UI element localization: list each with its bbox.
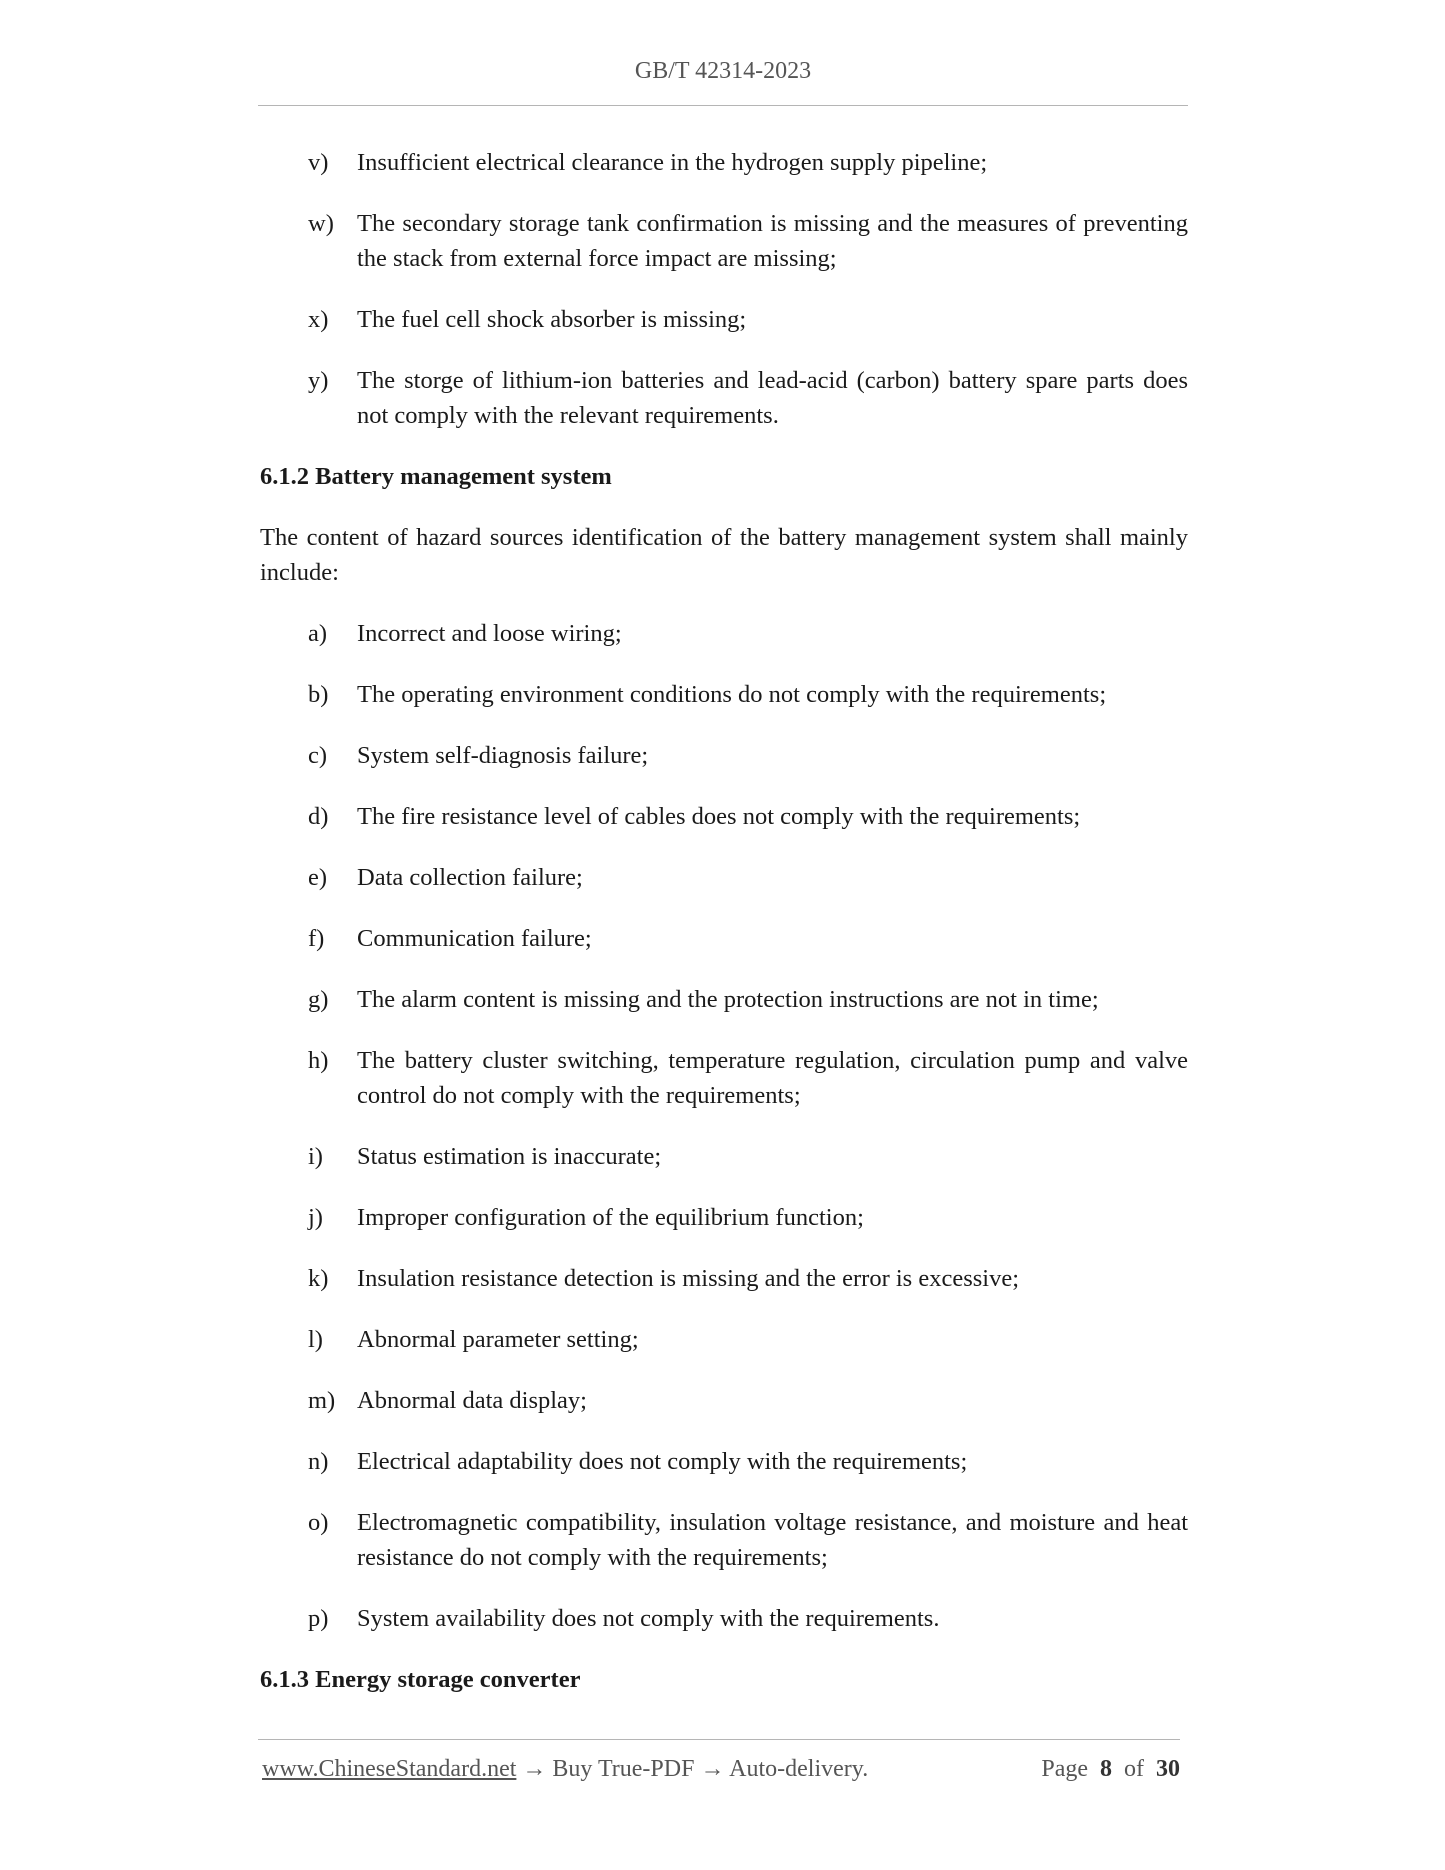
- list-item-label: l): [308, 1326, 323, 1353]
- list-item-label: o): [308, 1509, 329, 1536]
- list-item-label: k): [308, 1265, 329, 1292]
- section-intro: The content of hazard sources identification of the battery management system shall mainly include:: [260, 524, 1188, 586]
- list-item: [308, 860, 1188, 895]
- list-item: [308, 921, 1188, 956]
- list-item-text: Status estimation is inaccurate;: [357, 1143, 662, 1170]
- list-top: [260, 145, 1188, 433]
- list-item: [308, 363, 1188, 433]
- list-item-label: w): [308, 210, 334, 237]
- list-item-text: Communication failure;: [357, 925, 592, 952]
- list-item-label: i): [308, 1143, 323, 1170]
- footer-promo: [262, 1756, 868, 1783]
- list-item-text: Electrical adaptability does not comply with the requirements;: [357, 1448, 968, 1475]
- page-word: Page: [1041, 1756, 1088, 1782]
- list-item-text: Data collection failure;: [357, 864, 583, 891]
- list-item-text: Incorrect and loose wiring;: [357, 620, 622, 647]
- list-item-label: b): [308, 681, 329, 708]
- list-item-label: m): [308, 1387, 336, 1414]
- section-heading-6-1-2: 6.1.2 Battery management system: [260, 463, 612, 490]
- list-item-label: v): [308, 149, 329, 176]
- list-item-label: y): [308, 367, 329, 394]
- page-footer: [262, 1756, 1180, 1783]
- list-item-text: System availability does not comply with the requirements.: [357, 1605, 940, 1632]
- list-item: [308, 1261, 1188, 1296]
- page-total: 30: [1156, 1756, 1180, 1782]
- list-item-label: e): [308, 864, 328, 891]
- website-link[interactable]: www.ChineseStandard.net: [262, 1756, 517, 1782]
- page-content: [260, 145, 1188, 1723]
- list-item: [308, 1043, 1188, 1113]
- list-item-label: p): [308, 1605, 329, 1632]
- list-item-label: j): [308, 1204, 323, 1231]
- list-item: [308, 1601, 1188, 1636]
- list-item: [308, 1505, 1188, 1575]
- header-divider: [258, 105, 1188, 106]
- list-item-text: System self-diagnosis failure;: [357, 742, 649, 769]
- list-item: [308, 1383, 1188, 1418]
- list-item-text: Insufficient electrical clearance in the hydrogen supply pipeline;: [357, 149, 988, 176]
- list-item: [308, 799, 1188, 834]
- of-word: of: [1124, 1756, 1144, 1782]
- list-item-text: Improper configuration of the equilibrium function;: [357, 1204, 864, 1231]
- page-number: 8: [1100, 1756, 1112, 1782]
- list-item-label: d): [308, 803, 329, 830]
- list-item-label: c): [308, 742, 328, 769]
- list-item: [308, 1139, 1188, 1174]
- list-item-label: a): [308, 620, 328, 647]
- list-item-text: The fire resistance level of cables does not comply with the requirements;: [357, 803, 1081, 830]
- list-item-label: x): [308, 306, 329, 333]
- list-item-text: Abnormal data display;: [357, 1387, 587, 1414]
- hazard-list: [260, 616, 1188, 1636]
- list-item-text: The secondary storage tank confirmation is missing and the measures of preventing the stack from external force impact are missing;: [357, 210, 1188, 272]
- list-item-text: The battery cluster switching, temperature regulation, circulation pump and valve control do not comply with the requirements;: [357, 1047, 1188, 1109]
- list-item-text: The operating environment conditions do not comply with the requirements;: [357, 681, 1107, 708]
- list-item: [308, 738, 1188, 773]
- delivery-text: Auto-delivery.: [729, 1756, 869, 1782]
- arrow-right-icon: →: [522, 1756, 547, 1782]
- page-indicator: [1041, 1756, 1180, 1783]
- arrow-right-icon: →: [700, 1756, 725, 1782]
- list-item-label: f): [308, 925, 325, 952]
- list-item-label: h): [308, 1047, 329, 1074]
- list-item-text: The alarm content is missing and the protection instructions are not in time;: [357, 986, 1099, 1013]
- standard-number: GB/T 42314-2023: [634, 58, 812, 84]
- document-header: [258, 58, 1188, 85]
- buy-text: Buy True-PDF: [552, 1756, 695, 1782]
- list-item: [308, 302, 1188, 337]
- list-item-label: n): [308, 1448, 329, 1475]
- list-item-text: The storge of lithium-ion batteries and lead-acid (carbon) battery spare parts does not comply with the relevant requirements.: [357, 367, 1188, 429]
- list-item: [308, 677, 1188, 712]
- list-item: [308, 616, 1188, 651]
- list-item: [308, 1444, 1188, 1479]
- footer-divider: [258, 1739, 1180, 1740]
- list-item: [308, 1200, 1188, 1235]
- list-item-text: Abnormal parameter setting;: [357, 1326, 639, 1353]
- list-item: [308, 1322, 1188, 1357]
- list-item-text: Electromagnetic compatibility, insulation voltage resistance, and moisture and heat resistance do not comply with the requirements;: [357, 1509, 1188, 1571]
- list-item-label: g): [308, 986, 329, 1013]
- list-item-text: Insulation resistance detection is missing and the error is excessive;: [357, 1265, 1020, 1292]
- list-item-text: The fuel cell shock absorber is missing;: [357, 306, 747, 333]
- list-item: [308, 982, 1188, 1017]
- list-item: [308, 206, 1188, 276]
- section-heading-6-1-3: 6.1.3 Energy storage converter: [260, 1666, 581, 1693]
- list-item: [308, 145, 1188, 180]
